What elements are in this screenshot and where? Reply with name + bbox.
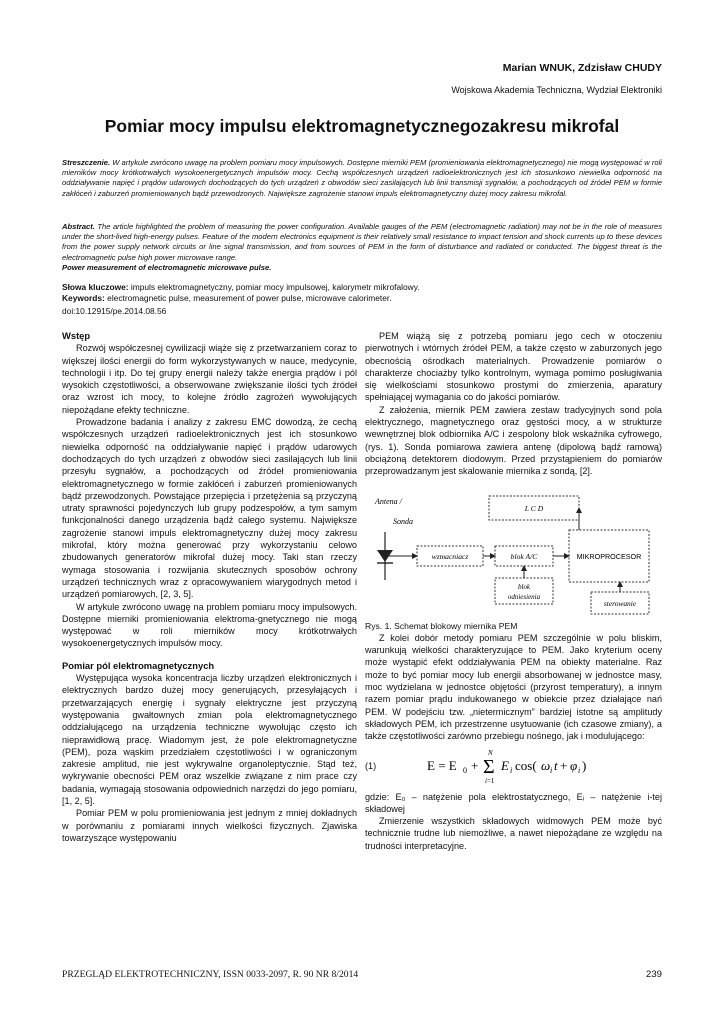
block-diagram — [365, 492, 662, 620]
equation-formula — [425, 745, 625, 788]
svg-text:N: N — [488, 748, 493, 757]
keywords-pl — [62, 282, 662, 293]
paragraph: gdzie: E₀ – natężenie pola elektrostatycznego, Eᵢ – natężenie i-tej składowej — [365, 791, 662, 814]
left-column — [62, 330, 357, 844]
paper-title: Pomiar mocy impulsu elektromagnetycznegozakresu mikrofal — [104, 116, 620, 136]
svg-text:i=1: i=1 — [485, 776, 495, 785]
paragraph: Pomiar PEM w polu promieniowania jest jednym z mniej dokładnych w porównaniu z pomiarami innych wielkości fizycznych. Zjawiska towarzyszące występowaniu — [62, 808, 357, 843]
svg-text:+: + — [560, 757, 568, 773]
svg-text:t: t — [554, 757, 558, 773]
microprocessor-label: MIKROPROCESOR — [576, 551, 642, 561]
figure-caption: Rys. 1. Schemat blokowy miernika PEM — [365, 620, 518, 631]
doi[interactable]: doi:10.12915/pe.2014.08.56 — [62, 306, 167, 316]
paragraph: Prowadzone badania i analizy z zakresu EMC dowodzą, że cechą współczesnych urządzeń radioelektronicznych jest ich stosunkowo niewielka odporność na oddziaływanie napięć i prądów udarowych dochodzących do tych urządzeń z obwodów sieci zasilających lub linii przesyłu sygnałów, a pochodzących od źródeł promieniowania elektromagnetycznego w formie zakłóceń i zaburzeń promieniowanych bądź przewodzonych. Powstające przepięcia i przetężenia są przyczyną utraty sprawności pojedynczych lub grupy podzespołów, a tym samym funkcjonalności danego urządzenia bądź całego systemu. Największe zagrożenie stanowi impuls elektromagnetyczny dużej mocy zakresu mikrofal, który można generować przy wykorzystaniu celowo zbudowanych generatorów mikrofal dużej mocy. Taki stan rzeczy wymaga stosowania i rozwijania skutecznych sposobów ochrony urządzeń technicznych wraz z opracowywaniem wiarygodnych metod i urządzeń pomiarowych, [2, 3, 5]. — [62, 417, 357, 600]
keywords-en-label: Keywords: — [62, 293, 105, 303]
reference-label-1: blok — [517, 582, 531, 591]
paragraph: Z kolei dobór metody pomiaru PEM szczególnie w polu bliskim, warunkują wielkości charakteryzujące to PEM. Jako kryterium oceny może wystąpić efekt oddziaływania PEM na obiekty materialne. Raz może to być pomiar mocy lub energii absorbowanej w jednostce masy, moc wydzielana w jednostce objętości (przyrost temperatury), a innym razem pomiar prądu indukowanego w obiekcie przez działające nań PEM. W podejściu tzw. „nietermicznym” bardziej istotne są amplitudy składowych PEM, ich przestrzenne usytuowanie (ich czasowe zmiany), a także częstotliwości zarówno przebiegu nośnego, jak i modulującego: — [365, 632, 662, 742]
svg-text:E = E: E = E — [427, 757, 457, 773]
svg-text:+: + — [471, 757, 479, 773]
keywords-pl-label: Słowa kluczowe: — [62, 282, 129, 292]
lcd-label: L C D — [524, 503, 544, 513]
paragraph: PEM wiążą się z potrzebą pomiaru jego cech w otoczeniu pierwotnych i wtórnych źródeł PEM, a także często w zaburzonych jego obecnością ośrodkach materialnych. Prowadzenie pomiarów o charakterze chociażby tylko kontrolnym, wymaga pomimo posługiwania się wielkościami stosunkowo prostymi do zmierzenia, aparatury spełniającej wymagania co do jakości pomiarów. — [365, 331, 662, 403]
right-column — [365, 330, 662, 852]
svg-text:i: i — [510, 765, 513, 775]
svg-text:i: i — [550, 765, 553, 775]
authors: Marian WNUK, Zdzisław CHUDY — [502, 62, 662, 74]
control-label: sterowanie — [603, 598, 637, 608]
abstract-en-label: Abstract. — [62, 222, 95, 231]
abstract-pl-label: Streszczenie. — [62, 158, 111, 167]
svg-text:0: 0 — [463, 765, 467, 775]
section-heading-intro: Wstęp — [62, 330, 91, 341]
probe-label: Sonda — [393, 516, 413, 526]
keywords-en — [62, 293, 662, 304]
page-number: 239 — [645, 969, 662, 980]
svg-text:Σ: Σ — [483, 755, 495, 778]
paragraph: Zmierzenie wszystkich składowych widmowych PEM może być technicznie trudne lub niemożliwe, a nawet niepożądane ze względu na trudności interpretacyjne. — [365, 816, 662, 851]
svg-text:i: i — [578, 765, 581, 775]
paragraph: Rozwój współczesnej cywilizacji wiąże się z przetwarzaniem coraz to większej ilości energii do form wykorzystywanych w nauce, medycynie, technologii i itp. Do tej grupy energii należy także energia prądów i pól wysokich częstotliwości, a obserwowane zwiększanie ilości tych źródeł oraz wzrost ich mocy, to kolejne źródło zagrożeń wywołujących niepożądane efekty techniczne. — [62, 343, 357, 415]
keywords-pl-text: impuls elektromagnetyczny, pomiar mocy impulsowej, kalorymetr mikrofalowy. — [128, 282, 420, 292]
paragraph: Z założenia, miernik PEM zawiera zestaw tradycyjnych sond pola elektrycznego, magnetycznego oraz gęstości mocy, a w strukturze wewnętrznej blok odbiornika A/C i zespolony blok wskaźnika cyfrowego, (rys. 1). Sonda pomiarowa zawiera antenę (dipolową bądź ramową) obciążoną detektorem diodowym. Przed przystąpieniem do pomiarów przeprowadzanym jest skalowanie miernika z sondą, [2]. — [365, 404, 662, 477]
paragraph: W artykule zwrócono uwagę na problem pomiaru mocy impulsowych. Dostępne mierniki promieniowania elektroma-gnetycznego nie mogą występować w roli mierników mocy krótkotrwałych wysokoenergetycznych impulsów mocy. — [62, 601, 357, 649]
paragraph: Występująca wysoka koncentracja liczby urządzeń elektronicznych i elektrycznych bardzo dużej mocy generujących, przesyłających i przetwarzających energię i sygnały elektryczne jest przyczyną występowania gwałtownych zmian pola elektromagnetycznego oddziałującego na urządzenia techniczne wywołując często ich nieprawidłową pracę. Wiadomym jest, że pole elektromagnetyczne (PEM), poza wąskim przedziałem częstotliwości i w ograniczonym zakresie amplitud, nie jest wykrywalne organoleptycznie. Stąd też, wykrywanie obecności PEM oraz wszelkie związane z nim prace czy badania, wymagają stosowania odpowiednich narzędzi do jego pomiaru, [1, 2, 5]. — [62, 673, 357, 806]
journal-footer: PRZEGLĄD ELEKTROTECHNICZNY, ISSN 0033-2097, R. 90 NR 8/2014 — [62, 969, 359, 980]
block-diagram-svg — [365, 492, 662, 620]
abstract-en-subtitle: Power measurement of electromagnetic microwave pulse. — [62, 262, 272, 272]
svg-text:cos(: cos( — [515, 757, 537, 773]
abstract-en — [62, 222, 662, 273]
equation-svg — [425, 745, 625, 785]
svg-text:): ) — [582, 757, 587, 773]
svg-text:E: E — [501, 757, 509, 773]
amplifier-label: wzmacniacz — [431, 551, 469, 561]
abstract-pl-text: W artykule zwrócono uwagę na problem pomiaru mocy impulsowych. Dostępne mierniki PEM (promieniowania elektromagnetycznego) nie mogą występować w roli mierników mocy krótkotrwałych wysokoenergetycznych impulsów mocy. Cechą współczesnych urządzeń radioelektronicznych jest ich stosunkowo niewielka odporność na oddziaływanie napięć i prądów udarowych dochodzących do tych urządzeń z obwodów sieci zasilających lub linii transmisji sygnałów, a pochodzących od źródeł PEM w formie zakłóceń i zaburzeń promieniowanych bądź przewodzonych. Największe zagrożenie stanowi impuls elektromagnetyczny dużej mocy zakresu mikrofal. — [62, 158, 662, 198]
keywords-en-text: electromagnetic pulse, measurement of power pulse, microwave calorimeter. — [104, 293, 392, 303]
abstract-en-text: The article highlighted the problem of measuring the power configuration. Available gauges of the PEM (electromagnetic radiation) may not be in the role of measures under the short-lived high-energy pulses. Feature of the modern electronics equipment is their relatively small resistance to impact tension and shock currents up to these devices from the power supply network circuits or line signal transmission, and from sources of PEM in the form of disturbance and radiated or conducted. The biggest threat is the electromagnetic pulse high power microwave range. — [62, 222, 662, 262]
equation-number: (1) — [365, 761, 377, 772]
section-heading-em-fields: Pomiar pól elektromagnetycznych — [62, 659, 215, 671]
affiliation: Wojskowa Akademia Techniczna, Wydział Elektroniki — [451, 85, 662, 95]
abstract-pl — [62, 158, 662, 199]
adc-label: blok A/C — [510, 551, 538, 561]
svg-text:ω: ω — [541, 757, 551, 773]
reference-label-2: odniesienia — [507, 592, 541, 601]
equation-1 — [365, 747, 662, 787]
svg-text:φ: φ — [570, 757, 578, 773]
antenna-label: Antena / — [375, 496, 402, 506]
